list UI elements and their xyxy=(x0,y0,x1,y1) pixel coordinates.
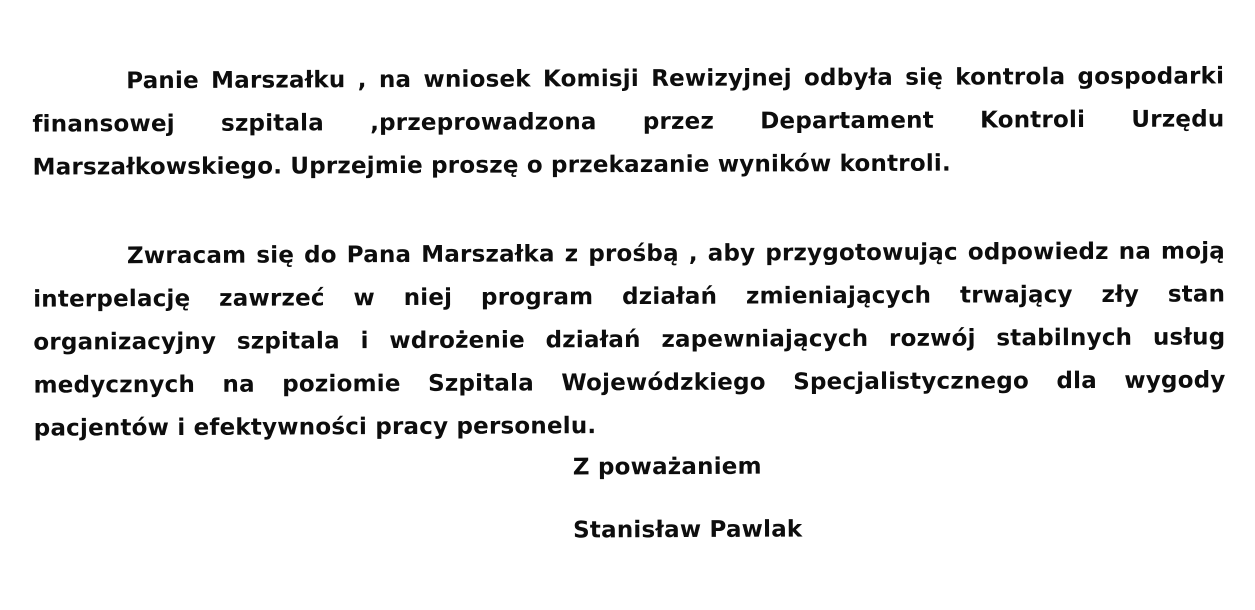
signature-name: Stanisław Pawlak xyxy=(573,516,803,544)
letter-closing-block xyxy=(573,452,803,546)
letter-body xyxy=(32,55,1226,450)
letter-paragraph-1: Panie Marszałku , na wniosek Komisji Rewizyjnej odbyła się kontrola gospodarki finansowej szpitala ,przeprowadzona przez Departament Kontroli Urzędu Marszałkowskiego. Uprzejmie proszę o przekazanie wyników kontroli. xyxy=(32,63,1225,181)
closing-phrase: Z poważaniem xyxy=(572,453,762,481)
letter-paragraph-2: Zwracam się do Pana Marszałka z prośbą , aby przygotowując odpowiedz na moją interpelację zawrzeć w niej program działań zmieniających trwający zły stan organizacyjny szpitala i wdrożenie działań zapewniających rozwój stabilnych usług medycznych na poziomie Szpitala Wojewódzkiego Specjalistycznego dla wygody pacjentów i efektywności pracy personelu. xyxy=(33,238,1226,442)
